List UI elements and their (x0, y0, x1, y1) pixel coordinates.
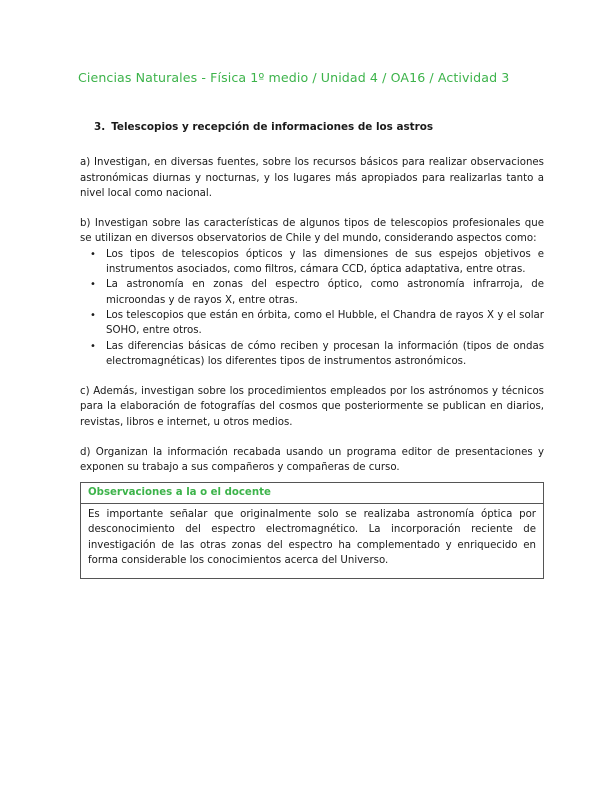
list-item-text: Las diferencias básicas de cómo reciben y procesan la información (tipos de ondas electromagnéticas) los diferentes tipos de instrumentos astronómicos. (106, 340, 544, 367)
paragraph-d: d) Organizan la información recabada usando un programa editor de presentaciones y exponen su trabajo a sus compañeros y compañeras de curso. (80, 447, 544, 474)
list-item (80, 308, 544, 339)
bullet-list (80, 247, 544, 369)
list-item (80, 339, 544, 370)
bullet-icon: • (90, 279, 96, 291)
paragraph-a: a) Investigan, en diversas fuentes, sobre los recursos básicos para realizar observaciones astronómicas diurnas y nocturnas, y los lugares más apropiados para realizarlas tanto a nivel local como nacional. (80, 157, 544, 199)
teacher-observations-box (80, 482, 544, 579)
bullet-icon: • (90, 340, 96, 352)
list-item (80, 277, 544, 308)
bullet-icon: • (90, 248, 96, 260)
paragraph-b: b) Investigan sobre las características de algunos tipos de telescopios profesionales que se utilizan en diversos observatorios de Chile y del mundo, considerando aspectos como: (80, 218, 544, 245)
section-heading (94, 120, 544, 135)
bullet-icon: • (90, 309, 96, 321)
list-item-text: La astronomía en zonas del espectro óptico, como astronomía infrarroja, de microondas y de rayos X, entre otras. (106, 279, 544, 306)
page-header-breadcrumb: Ciencias Naturales - Física 1º medio / Unidad 4 / OA16 / Actividad 3 (78, 70, 510, 85)
observations-body: Es importante señalar que originalmente solo se realizaba astronomía óptica por desconocimiento del espectro electromagnético. La incorporación reciente de investigación de las otras zonas del espectro ha complementado y enriquecido en forma considerable los conocimientos acerca del Universo. (88, 508, 536, 566)
observations-title: Observaciones a la o el docente (81, 483, 543, 504)
list-item (80, 247, 544, 278)
section-title: Telescopios y recepción de informaciones de los astros (111, 121, 434, 133)
paragraph-c: c) Además, investigan sobre los procedimientos empleados por los astrónomos y técnicos para la elaboración de fotografías del cosmos que posteriormente se publican en diarios, revistas, libros e internet, u otros medios. (80, 386, 544, 428)
activity-content (80, 120, 544, 579)
list-item-text: Los telescopios que están en órbita, como el Hubble, el Chandra de rayos X y el solar SOHO, entre otros. (106, 309, 544, 337)
list-item-text: Los tipos de telescopios ópticos y las dimensiones de sus espejos objetivos e instrumentos asociados, como filtros, cámara CCD, óptica adaptativa, entre otras. (106, 248, 544, 276)
section-number: 3. (94, 121, 106, 133)
